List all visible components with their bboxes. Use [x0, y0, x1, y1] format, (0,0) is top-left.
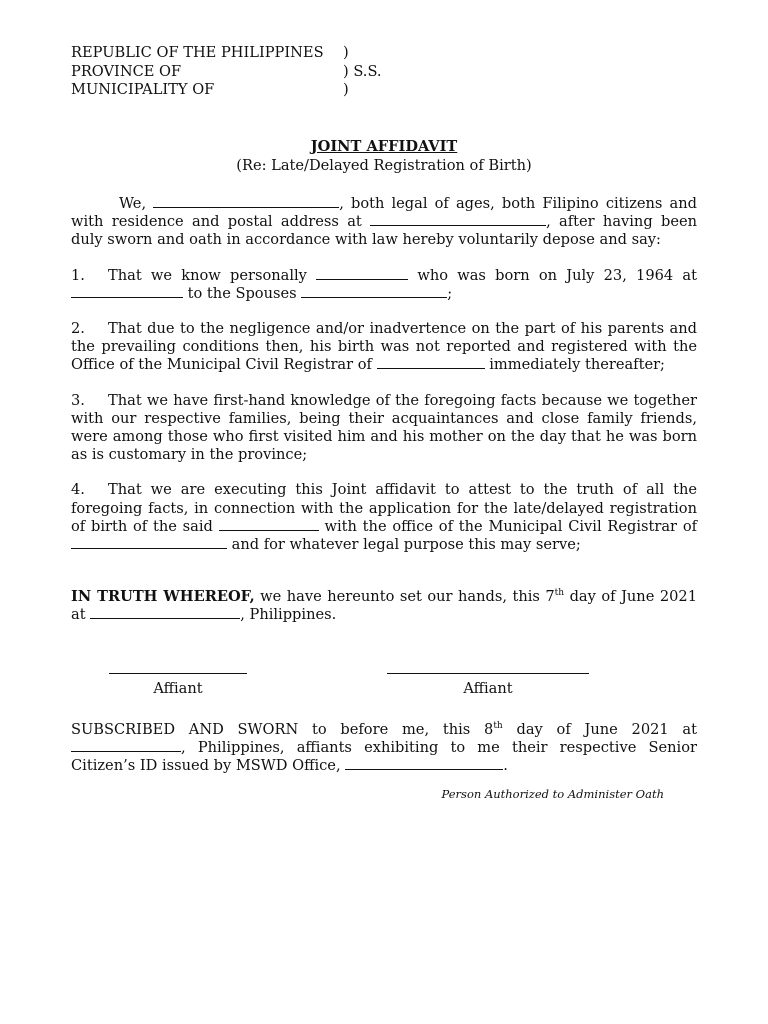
administering-officer-label: Person Authorized to Administer Oath	[441, 787, 664, 802]
truth-superscript: th	[554, 588, 565, 599]
intro-text-a: We,	[119, 195, 147, 212]
signature-block	[71, 659, 697, 711]
in-truth-whereof-paragraph	[71, 588, 697, 624]
jurat-text-a: SUBSCRIBED AND SWORN to before me, this 8	[71, 720, 494, 738]
affiant-signature-line-right[interactable]	[387, 659, 589, 674]
paragraph-1-text-b: who was born on July 23, 1964 at	[417, 266, 697, 284]
affiant-label-right: Affiant	[463, 679, 513, 697]
caption-paren-3: )	[343, 81, 349, 98]
paragraph-1-number: 1.	[71, 266, 85, 284]
caption-paren-ss: ) S.S.	[343, 62, 382, 80]
caption-province: PROVINCE OF	[71, 62, 182, 80]
affidavit-page	[71, 44, 697, 801]
caption-row-republic	[71, 44, 697, 63]
title-subtitle: (Re: Late/Delayed Registration of Birth)	[236, 156, 532, 174]
address-blank[interactable]	[370, 213, 546, 226]
jurat-text-d: .	[503, 757, 508, 775]
paragraph-2-text-a: That due to the negligence and/or inadvertence on the part of his parents and the prevailing conditions then, his birth was not reported and registered with the Office of the Municipal Civil Registrar of	[71, 320, 697, 374]
person-name-blank[interactable]	[316, 267, 408, 280]
caption-row-municipality	[71, 81, 697, 100]
paragraph-2-text-b: immediately thereafter;	[489, 356, 665, 374]
paragraph-1-text-d: ;	[447, 284, 453, 302]
paragraph-4-text-b: with the office of the Municipal Civil Registrar of	[324, 517, 698, 535]
paragraph-4	[71, 481, 697, 554]
paragraph-4-text-a: That we are executing this Joint affidavit to attest to the truth of all the foregoing facts, in connection with the application for the late/delayed registration of birth of the said	[71, 481, 697, 535]
mswd-office-blank[interactable]	[345, 757, 503, 770]
spouses-blank[interactable]	[301, 285, 447, 298]
document-title	[71, 138, 697, 175]
truth-text-a: we have hereunto set our hands, this 7	[260, 588, 555, 606]
paragraph-3-text: That we have first-hand knowledge of the foregoing facts because we together with our respective families, being their acquaintances and close family friends, were among those who first visited him and his mother on the day that he was born as is customary in the province;	[71, 391, 697, 464]
affiant-signature-right	[387, 659, 589, 697]
truth-bold-lead: IN TRUTH WHEREOF,	[71, 588, 255, 606]
paragraph-1-text-c: to the Spouses	[187, 284, 297, 302]
registrar-office-blank[interactable]	[71, 536, 227, 549]
paragraph-3-number: 3.	[71, 391, 85, 409]
paragraph-3	[71, 392, 697, 465]
truth-text-c: , Philippines.	[240, 606, 337, 624]
affiant-signature-line-left[interactable]	[109, 659, 247, 674]
jurat-text-c: , Philippines, affiants exhibiting to me their respective Senior Citizen’s ID issued by MSWD Office,	[71, 738, 697, 775]
truth-text-b: day of June 2021 at	[71, 588, 697, 624]
title-main: JOINT AFFIDAVIT	[310, 138, 458, 155]
jurat-place-blank[interactable]	[71, 739, 181, 752]
jurat-superscript: th	[493, 720, 503, 731]
intro-paragraph	[71, 195, 697, 250]
paragraph-2-number: 2.	[71, 320, 85, 338]
venue-caption	[71, 44, 697, 100]
intro-text-b: , both legal of ages, both Filipino citizens and with residence and postal address at	[71, 195, 697, 231]
jurat-paragraph	[71, 721, 697, 776]
jurat-text-b: day of June 2021 at	[516, 720, 697, 738]
caption-paren-1: )	[343, 44, 349, 61]
caption-municipality: MUNICIPALITY OF	[71, 81, 215, 98]
paragraph-1-text-a: That we know personally	[108, 266, 307, 284]
affiants-names-blank[interactable]	[153, 195, 339, 208]
registrant-name-blank[interactable]	[219, 518, 319, 531]
registrar-municipality-blank[interactable]	[377, 356, 485, 369]
paragraph-2	[71, 320, 697, 375]
paragraph-4-number: 4.	[71, 481, 85, 499]
caption-republic: REPUBLIC OF THE PHILIPPINES	[71, 44, 324, 61]
signing-place-blank[interactable]	[90, 606, 240, 619]
paragraph-4-text-c: and for whatever legal purpose this may serve;	[231, 536, 581, 554]
affiant-label-left: Affiant	[153, 679, 203, 697]
birthplace-blank[interactable]	[71, 285, 183, 298]
paragraph-1	[71, 267, 697, 303]
affiant-signature-left	[109, 659, 247, 697]
caption-row-province	[71, 63, 697, 82]
intro-text-c: , after having been duly sworn and oath in accordance with law hereby voluntarily depose and say:	[71, 213, 697, 249]
